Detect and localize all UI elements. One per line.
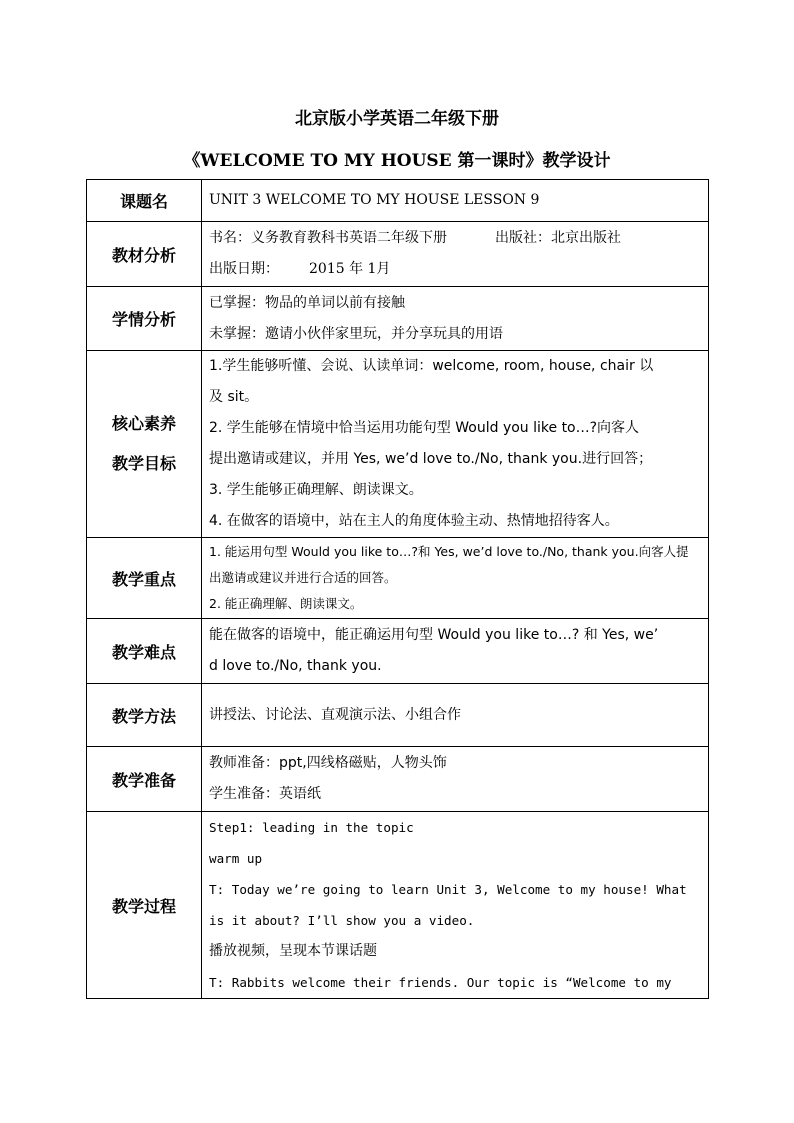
- row-difficulties: [87, 619, 709, 684]
- difficulty-line: 能在做客的语境中，能正确运用句型 Would you like to…? 和 Yes, we’: [209, 627, 659, 643]
- value-material: [202, 222, 709, 287]
- topic-text: UNIT 3 WELCOME TO MY HOUSE LESSON 9: [209, 192, 540, 208]
- process-line: Step1: leading in the topic: [209, 820, 414, 835]
- process-line: T: Rabbits welcome their friends. Our topic is “Welcome to my: [209, 975, 672, 990]
- row-preparation: [87, 747, 709, 812]
- value-learner: [202, 287, 709, 351]
- label-process: 教学过程: [87, 812, 202, 999]
- process-line: is it about? I’ll show you a video.: [209, 913, 475, 928]
- label-methods: 教学方法: [87, 684, 202, 747]
- goal-line: 3. 学生能够正确理解、朗读课文。: [209, 482, 423, 498]
- label-difficulties: 教学难点: [87, 619, 202, 684]
- label-learner: 学情分析: [87, 287, 202, 351]
- process-line: warm up: [209, 851, 263, 866]
- label-goals-2: 教学目标: [111, 454, 176, 473]
- process-line: 播放视频，呈现本节课话题: [209, 943, 377, 959]
- value-methods: [202, 684, 709, 747]
- label-key-points: 教学重点: [87, 538, 202, 619]
- key-point-line: 2. 能正确理解、朗读课文。: [209, 596, 363, 611]
- lesson-plan-table: [86, 179, 709, 999]
- label-topic: 课题名: [87, 180, 202, 222]
- value-goals: [202, 351, 709, 538]
- difficulty-line: d love to./No, thank you.: [209, 658, 382, 674]
- value-topic: [202, 180, 709, 222]
- label-preparation: 教学准备: [87, 747, 202, 812]
- row-process: [87, 812, 709, 999]
- row-methods: [87, 684, 709, 747]
- unmastered-text: 未掌握：邀请小伙伴家里玩，并分享玩具的用语: [209, 325, 503, 342]
- label-goals-1: 核心素养: [111, 414, 176, 433]
- goal-line: 提出邀请或建议，并用 Yes, we’d love to./No, thank you.进行回答；: [209, 451, 653, 467]
- student-preparation: 学生准备：英语纸: [209, 786, 321, 802]
- goal-line: 2. 学生能够在情境中恰当运用功能句型 Would you like to…?向客人: [209, 420, 640, 436]
- publish-date-value: 2015 年 1月: [309, 261, 391, 277]
- book-name: 书名：义务教育教科书英语二年级下册: [209, 230, 447, 246]
- process-line: T: Today we’re going to learn Unit 3, Welcome to my house! What: [209, 882, 687, 897]
- publisher: 出版社：北京出版社: [495, 230, 621, 246]
- value-preparation: [202, 747, 709, 812]
- value-process: [202, 812, 709, 999]
- teacher-preparation: 教师准备：ppt,四线格磁贴，人物头饰: [209, 755, 447, 771]
- value-key-points: [202, 538, 709, 619]
- document-subtitle: 《WELCOME TO MY HOUSE 第一课时》教学设计: [183, 151, 611, 171]
- row-goals: [87, 351, 709, 538]
- label-material: 教材分析: [87, 222, 202, 287]
- mastered-text: 已掌握：物品的单词以前有接触: [209, 294, 405, 311]
- row-learner: [87, 287, 709, 351]
- row-topic: [87, 180, 709, 222]
- document-title: 北京版小学英语二年级下册: [295, 109, 499, 129]
- key-point-line: 1. 能运用句型 Would you like to…?和 Yes, we’d love to./No, thank you.向客人提: [209, 544, 689, 559]
- goal-line: 4. 在做客的语境中，站在主人的角度体验主动、热情地招待客人。: [209, 513, 619, 529]
- methods-text: 讲授法、讨论法、直观演示法、小组合作: [209, 706, 461, 723]
- goal-line: 及 sit。: [209, 389, 259, 405]
- value-difficulties: [202, 619, 709, 684]
- row-key-points: [87, 538, 709, 619]
- publish-date-label: 出版日期：: [209, 261, 279, 277]
- row-material: [87, 222, 709, 287]
- key-point-line: 出邀请或建议并进行合适的回答。: [209, 570, 397, 585]
- label-goals: [87, 351, 202, 538]
- goal-line: 1.学生能够听懂、会说、认读单词：welcome, room, house, chair 以: [209, 358, 654, 374]
